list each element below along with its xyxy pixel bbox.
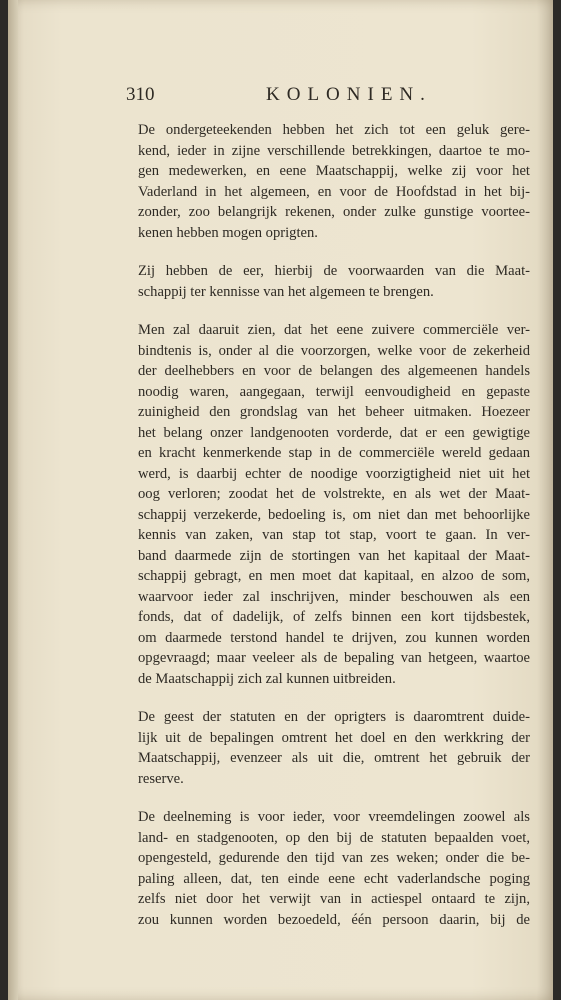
text-line: opengesteld, gedurende den tijd van zes weken; onder die be- <box>138 850 530 866</box>
text-line: Maatschappij, evenzeer als uit die, omtrent het gebruik der <box>138 750 530 766</box>
text-line: waarvoor ieder zal inschrijven, minder beschouwen als een <box>138 588 530 605</box>
text-line: kenen hebben mogen oprigten. <box>138 224 318 241</box>
text-line: zuinigheid den grondslag van het beheer uitmaken. Hoezeer <box>138 404 530 420</box>
text-line: het belang onzer landgenooten vorderde, dat er een gewigtige <box>138 424 530 441</box>
paragraph-4 <box>138 707 530 789</box>
page-header <box>126 84 516 114</box>
text-line: opgevraagd; maar veeleer als de bepaling van hetgeen, waartoe <box>138 650 530 666</box>
text-line: oog verloren; zoodat het de volstrekte, en als wet der Maat- <box>138 486 530 502</box>
paragraph-5 <box>138 807 530 930</box>
text-line: schappij ter kennisse van het algemeen te brengen. <box>138 283 434 300</box>
paragraph-1 <box>138 120 530 243</box>
text-line: noodig waren, aangegaan, terwijl eenvoudigheid en gepaste <box>138 383 530 400</box>
text-line: fonds, dat of dadelijk, of zelfs binnen een kort tijdsbestek, <box>138 609 530 625</box>
text-line: schappij verzekerde, bedoeling is, om niet dan met behoorlijke <box>138 506 530 523</box>
book-page <box>8 0 553 1000</box>
page-gutter <box>8 0 18 1000</box>
running-title: KOLONIEN. <box>266 84 432 105</box>
text-line: kend, ieder in zijne verschillende betrekkingen, daartoe te mo- <box>138 142 530 159</box>
text-line: De geest der statuten en der oprigters is daaromtrent duide- <box>138 709 530 725</box>
text-line: De ondergeteekenden hebben het zich tot een geluk gere- <box>138 122 530 138</box>
paragraph-2 <box>138 261 530 302</box>
text-line: zou kunnen worden bezoedeld, één persoon daarin, bij de <box>138 911 530 928</box>
body-text <box>138 120 530 948</box>
paragraph-3 <box>138 320 530 689</box>
text-line: werd, is daarbij echter de noodige voorzigtigheid niet uit het <box>138 465 530 482</box>
text-line: paling alleen, dat, ten einde eene echt vaderlandsche poging <box>138 870 530 887</box>
text-line: land- en stadgenooten, op den bij de statuten bepaalden voet, <box>138 829 530 846</box>
text-line: kennis van zaken, van stap tot stap, voort te gaan. In ver- <box>138 527 530 543</box>
page-number: 310 <box>126 84 155 105</box>
text-line: zonder, zoo belangrijk rekenen, onder zulke gunstige voortee- <box>138 204 530 220</box>
text-line: band daarmede zijn de stortingen van het kapitaal der Maat- <box>138 547 530 564</box>
text-line: bindtenis is, onder al die voorzorgen, welke voor de zekerheid <box>138 342 530 359</box>
text-line: Zij hebben de eer, hierbij de voorwaarden van die Maat- <box>138 263 530 279</box>
text-line: de Maatschappij zich zal kunnen uitbreiden. <box>138 670 396 687</box>
text-line: zelfs niet door het verwijt van in actiespel ontaard te zijn, <box>138 891 530 907</box>
text-line: schappij gebragt, en men moet dat kapitaal, en alzoo de som, <box>138 568 530 584</box>
text-line: De deelneming is voor ieder, voor vreemdelingen zoowel als <box>138 809 530 825</box>
text-line: reserve. <box>138 770 184 787</box>
text-line: Men zal daaruit zien, dat het eene zuivere commerciële ver- <box>138 322 530 338</box>
text-line: gen medewerken, en eene Maatschappij, welke zij voor het <box>138 163 530 179</box>
text-line: om daarmede terstond handel te drijven, zou kunnen worden <box>138 629 530 646</box>
text-line: der deelhebbers en voor de belangen des algemeenen handels <box>138 363 530 379</box>
text-line: Vaderland in het algemeen, en voor de Hoofdstad in het bij- <box>138 183 530 200</box>
text-line: en kracht kenmerkende stap in de commerciële wereld gedaan <box>138 445 530 461</box>
text-line: lijk uit de bepalingen omtrent het doel en den werkkring der <box>138 729 530 746</box>
